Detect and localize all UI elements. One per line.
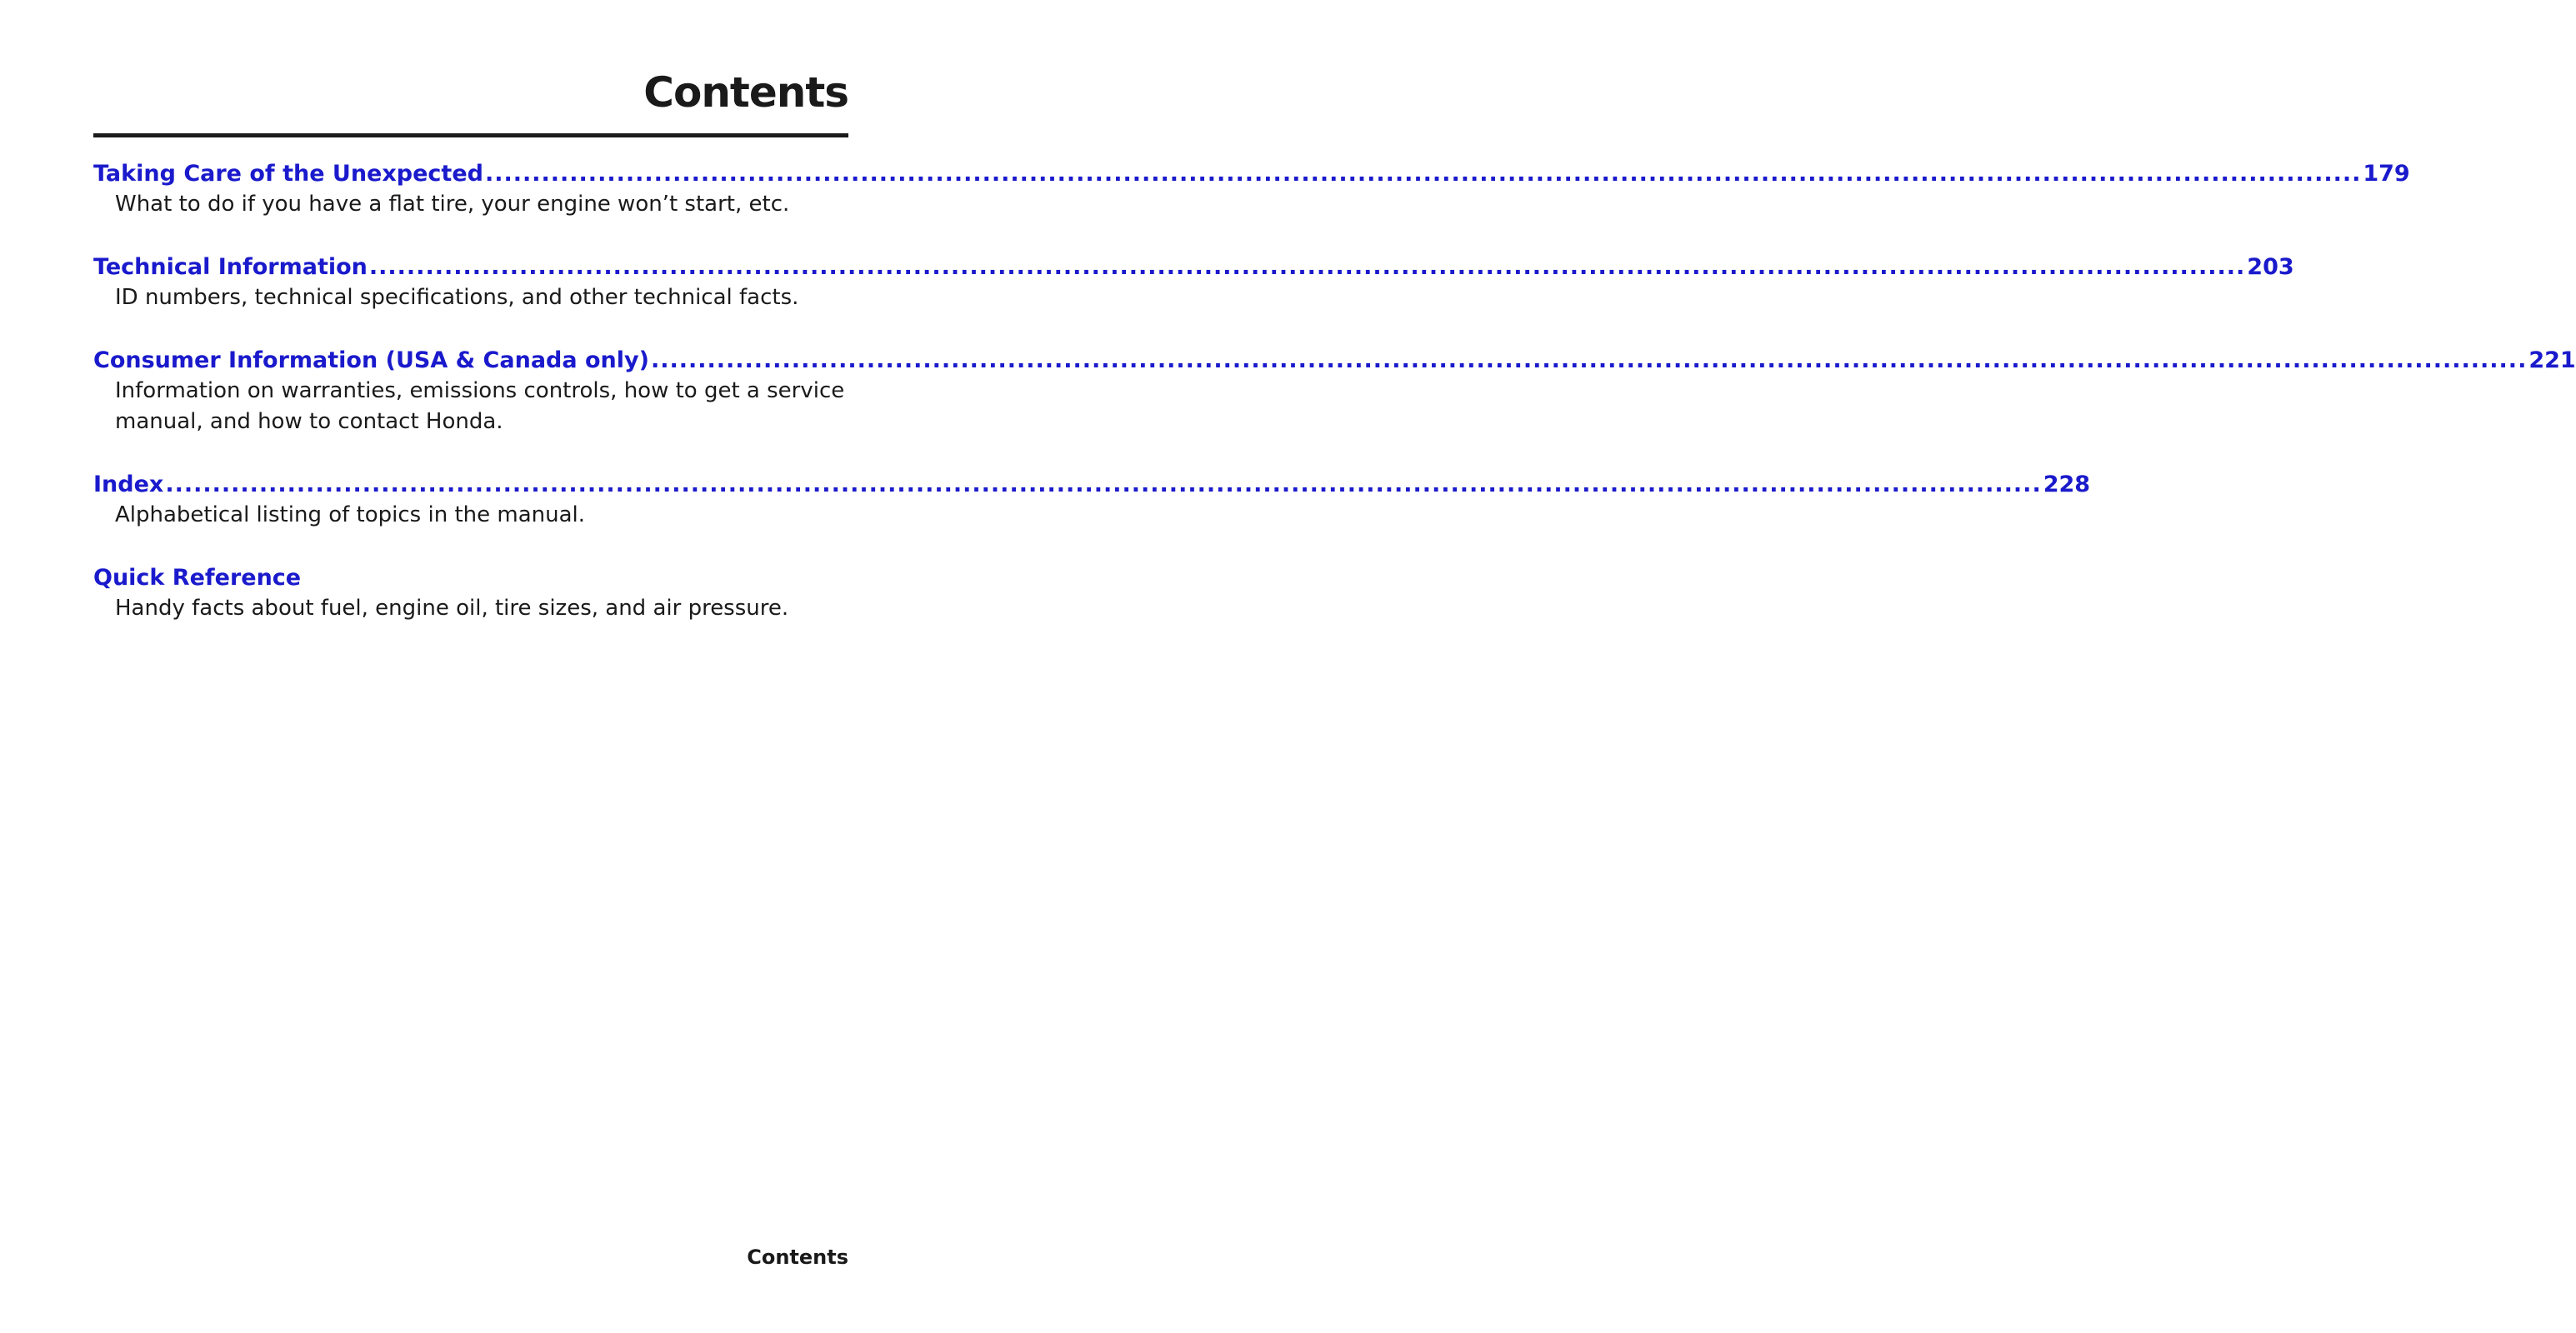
toc-entry-label: Index [93,472,164,497]
toc-entry-description: What to do if you have a flat tire, your engine won’t start, etc. [115,192,790,217]
toc-entry-description: ID numbers, technical specifications, and other technical facts. [115,285,799,310]
toc-entry-description: Handy facts about fuel, engine oil, tire sizes, and air pressure. [115,596,789,621]
dot-leader: ........................................................................................................................................................................................................ [484,161,2362,187]
page-title: Contents [643,68,848,117]
toc-entry-label: Consumer Information (USA & Canada only) [93,347,649,373]
dot-leader: ........................................................................................................................................................................................................ [650,347,2528,373]
toc-entry-label: Taking Care of the Unexpected [93,161,483,187]
toc-link-technical-information[interactable] [93,252,2294,282]
toc-entry-description: Information on warranties, emissions controls, how to get a service manual, and how to contact Honda. [115,378,845,434]
toc-entry-technical-information [93,252,2294,313]
table-of-contents [93,158,2576,656]
title-divider [93,133,848,137]
toc-entry-description: Alphabetical listing of topics in the manual. [115,502,586,527]
toc-entry-label: Technical Information [93,254,368,280]
toc-entry-page: 179 [2363,161,2410,187]
toc-entry-page: 203 [2247,254,2294,280]
toc-link-consumer-information[interactable] [93,345,2576,376]
toc-entry-consumer-information [93,345,2576,437]
toc-entry-quick-reference [93,562,848,624]
toc-link-index[interactable] [93,469,2091,500]
toc-link-taking-care[interactable] [93,158,2410,189]
dot-leader: ........................................................................................................................................................................................................ [368,254,2246,280]
toc-entry-index [93,469,2091,531]
toc-link-quick-reference[interactable] [93,562,848,593]
footer-section-label: Contents [747,1246,848,1269]
toc-entry-page: 228 [2043,472,2091,497]
dot-leader: ........................................................................................................................................................................................................ [165,472,2042,497]
toc-entry-label: Quick Reference [93,565,302,591]
toc-entry-taking-care [93,158,2410,220]
toc-entry-page: 221 [2528,347,2576,373]
